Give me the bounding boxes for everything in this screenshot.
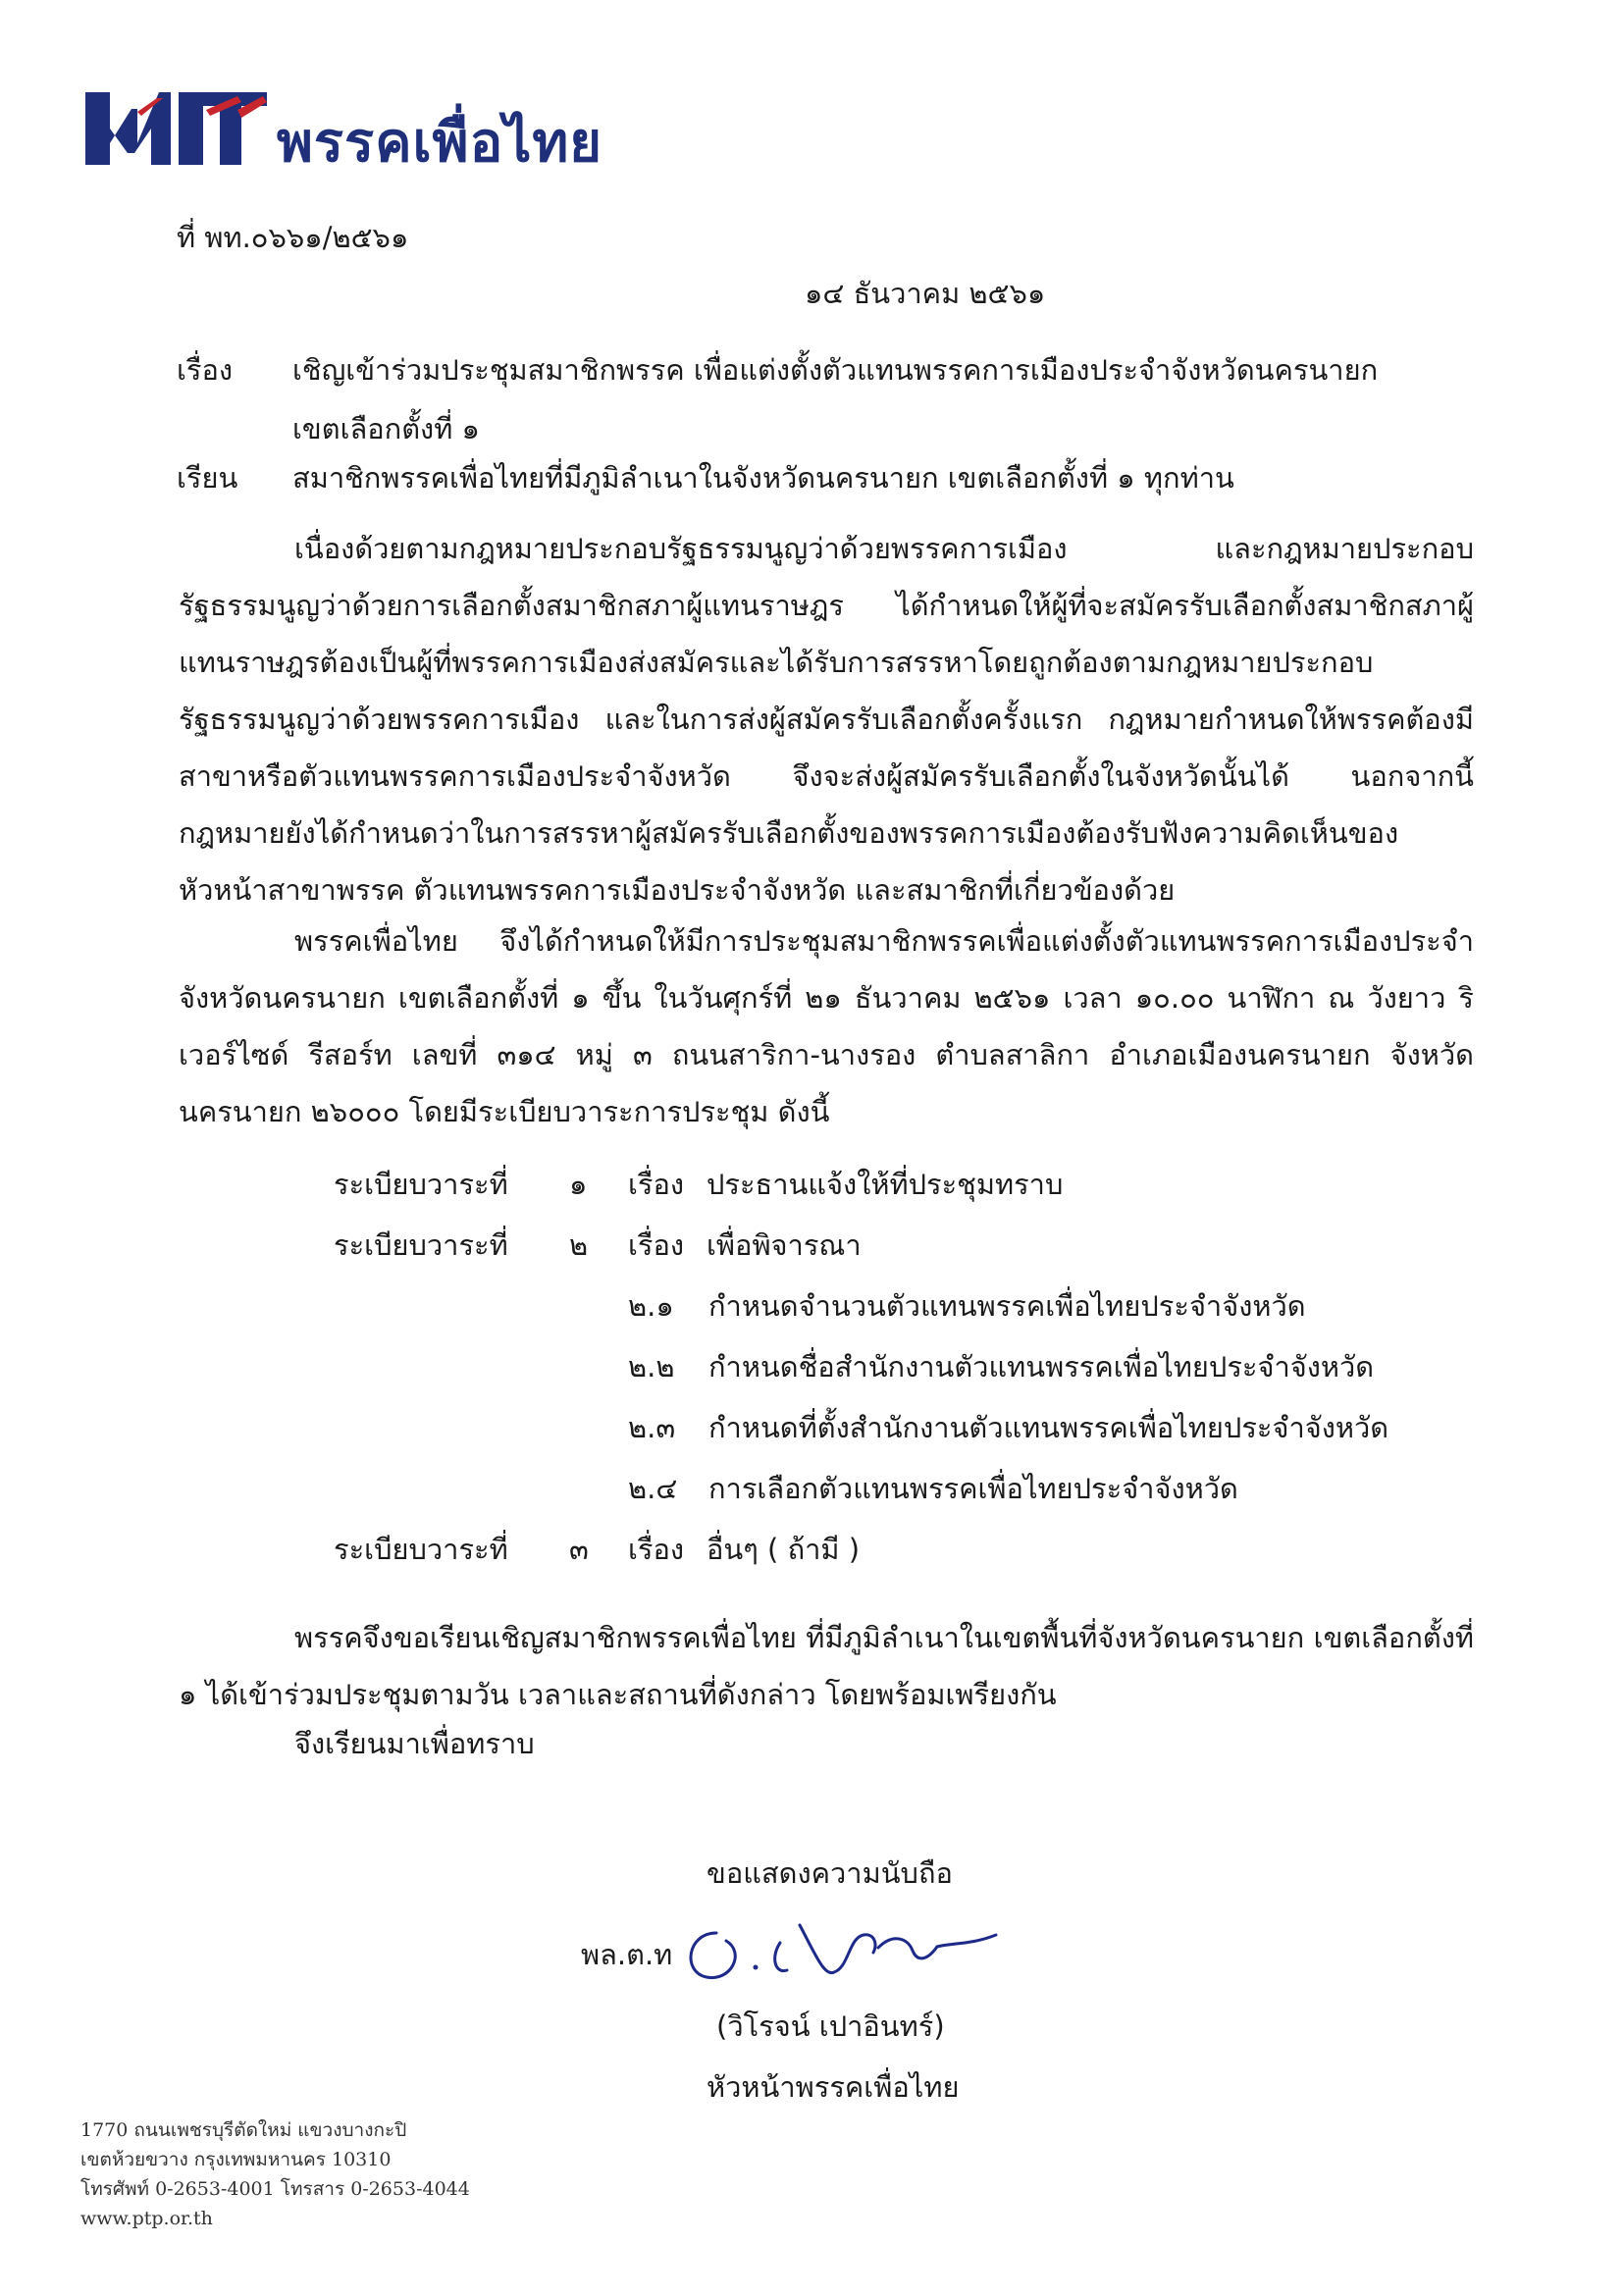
- signatory-name: (วิโรจน์ เปาอินทร์): [716, 2009, 945, 2043]
- agenda-subitem: [628, 1350, 1375, 1384]
- subject-label: เรื่อง: [177, 353, 234, 387]
- agenda-subitem: [628, 1472, 1238, 1506]
- party-name-wordmark: พรรคเพื่อไทย: [277, 111, 603, 175]
- closing-line: จึงเรียนมาเพื่อทราบ: [294, 1727, 535, 1760]
- agenda-subitem-number: ๒.๔: [628, 1472, 678, 1505]
- footer-website: www.ptp.or.th: [80, 2208, 213, 2229]
- subject-line-1: เชิญเข้าร่วมประชุมสมาชิกพรรค เพื่อแต่งตั้งตัวแทนพรรคการเมืองประจำจังหวัดนครนายก: [292, 353, 1379, 387]
- body-paragraph-3: พรรคจึงขอเรียนเชิญสมาชิกพรรคเพื่อไทย ที่มีภูมิลำเนาในเขตพื้นที่จังหวัดนครนายก เขตเลือกตั้งที่ ๑ ได้เข้าร่วมประชุมตามวัน เวลาและสถานที่ดังกล่าว โดยพร้อมเพรียงกัน: [179, 1621, 1474, 1711]
- signatory-position: หัวหน้าพรรคเพื่อไทย: [707, 2070, 960, 2104]
- agenda-topic: เพื่อพิจารณา: [707, 1228, 862, 1262]
- signatory-rank: พล.ต.ท: [581, 1938, 673, 1971]
- agenda-item: [334, 1228, 862, 1263]
- agenda-subitem-number: ๒.๓: [628, 1411, 676, 1444]
- body-paragraph-1: เนื่องด้วยตามกฎหมายประกอบรัฐธรรมนูญว่าด้วยพรรคการเมือง และกฎหมายประกอบรัฐธรรมนูญว่าด้วยการเลือกตั้งสมาชิกสภาผู้แทนราษฎร ได้กำหนดให้ผู้ที่จะสมัครรับเลือกตั้งสมาชิกสภาผู้แทนราษฎรต้องเป็นผู้ที่พรรคการเมืองส่งสมัครและได้รับการสรรหาโดยถูกต้องตามกฎหมายประกอบรัฐธรรมนูญว่าด้วยพรรคการเมือง และในการส่งผู้สมัครรับเลือกตั้งครั้งแรก กฎหมายกำหนดให้พรรคต้องมีสาขาหรือตัวแทนพรรคการเมืองประจำจังหวัด จึงจะส่งผู้สมัครรับเลือกตั้งในจังหวัดนั้นได้ นอกจากนี้กฎหมายยังได้กำหนดว่าในการสรรหาผู้สมัครรับเลือกตั้งของพรรคการเมืองต้องรับฟังความคิดเห็นของหัวหน้าสาขาพรรค ตัวแทนพรรคการเมืองประจำจังหวัด และสมาชิกที่เกี่ยวข้องด้วย: [179, 532, 1474, 907]
- agenda-item: [334, 1533, 861, 1567]
- agenda-topic-label: เรื่อง: [628, 1533, 685, 1566]
- agenda-topic-label: เรื่อง: [628, 1168, 685, 1201]
- agenda-topic-label: เรื่อง: [628, 1228, 685, 1262]
- agenda-number: ๒: [569, 1228, 589, 1262]
- agenda-subitem: [628, 1289, 1306, 1324]
- reference-number: ที่ พท.๐๖๖๑/๒๕๖๑: [177, 221, 409, 254]
- footer-address-line-2: เขตห้วยขวาง กรุงเทพมหานคร 10310: [80, 2149, 392, 2170]
- agenda-subitem: [628, 1411, 1389, 1445]
- subject-line-2: เขตเลือกตั้งที่ ๑: [292, 412, 480, 445]
- agenda-subitem-number: ๒.๒: [628, 1350, 675, 1383]
- agenda-topic: ประธานแจ้งให้ที่ประชุมทราบ: [707, 1168, 1064, 1201]
- agenda-subitem-text: กำหนดที่ตั้งสำนักงานตัวแทนพรรคเพื่อไทยประจำจังหวัด: [708, 1411, 1389, 1444]
- agenda-item: [334, 1168, 1064, 1202]
- agenda-label: ระเบียบวาระที่: [334, 1228, 508, 1262]
- agenda-label: ระเบียบวาระที่: [334, 1168, 508, 1201]
- letter-date: ๑๔ ธันวาคม ๒๕๖๑: [805, 277, 1046, 310]
- agenda-subitem-text: กำหนดชื่อสำนักงานตัวแทนพรรคเพื่อไทยประจำจังหวัด: [708, 1350, 1375, 1383]
- recipient-label: เรียน: [177, 461, 238, 495]
- footer-address-line-1: 1770 ถนนเพชรบุรีตัดใหม่ แขวงบางกะปิ: [80, 2119, 407, 2141]
- agenda-label: ระเบียบวาระที่: [334, 1533, 508, 1566]
- agenda-subitem-number: ๒.๑: [628, 1289, 674, 1323]
- agenda-subitem-text: การเลือกตัวแทนพรรคเพื่อไทยประจำจังหวัด: [708, 1472, 1238, 1505]
- handwritten-signature: [677, 1913, 1001, 1992]
- recipient-text: สมาชิกพรรคเพื่อไทยที่มีภูมิลำเนาในจังหวัดนครนายก เขตเลือกตั้งที่ ๑ ทุกท่าน: [292, 461, 1234, 495]
- agenda-number: ๑: [569, 1168, 588, 1201]
- agenda-number: ๓: [569, 1533, 589, 1566]
- body-paragraph-2: พรรคเพื่อไทย จึงได้กำหนดให้มีการประชุมสมาชิกพรรคเพื่อแต่งตั้งตัวแทนพรรคการเมืองประจำจังหวัดนครนายก เขตเลือกตั้งที่ ๑ ขึ้น ในวันศุกร์ที่ ๒๑ ธันวาคม ๒๕๖๑ เวลา ๑๐.๐๐ นาฬิกา ณ วังยาว ริเวอร์ไซด์ รีสอร์ท เลขที่ ๓๑๔ หมู่ ๓ ถนนสาริกา-นางรอง ตำบลสาลิกา อำเภอเมืองนครนายก จังหวัดนครนายก ๒๖๐๐๐ โดยมีระเบียบวาระการประชุม ดังนี้: [179, 924, 1474, 1128]
- agenda-subitem-text: กำหนดจำนวนตัวแทนพรรคเพื่อไทยประจำจังหวัด: [708, 1289, 1306, 1323]
- agenda-topic: อื่นๆ ( ถ้ามี ): [707, 1533, 861, 1566]
- footer-contact: โทรศัพท์ 0-2653-4001 โทรสาร 0-2653-4044: [80, 2178, 470, 2200]
- closing-salutation: ขอแสดงความนับถือ: [707, 1856, 953, 1890]
